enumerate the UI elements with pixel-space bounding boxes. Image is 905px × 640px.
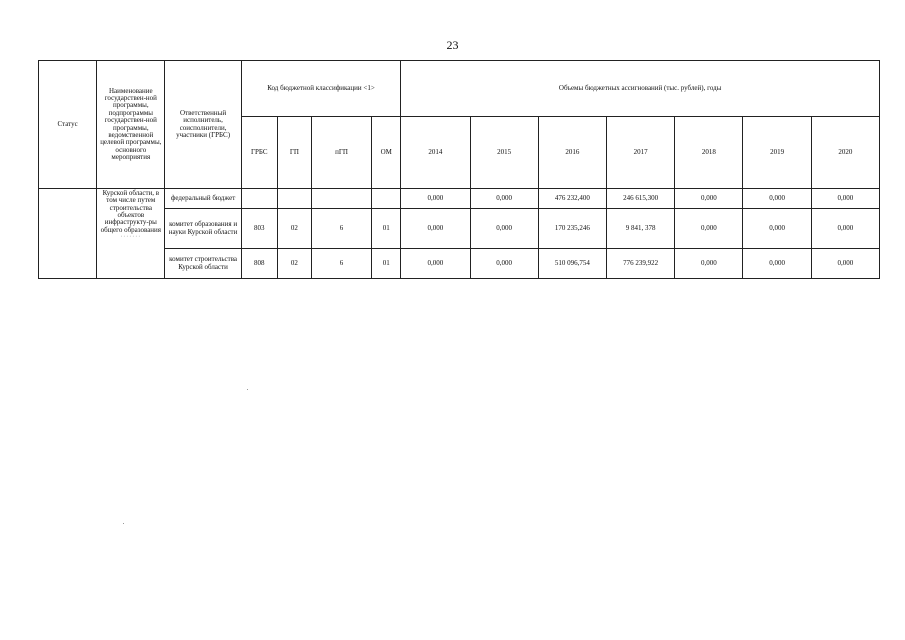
program-name-continuation — [97, 189, 165, 279]
value-2017: 9 841, 378 — [606, 209, 674, 249]
header-grbs: ГРБС — [241, 117, 277, 189]
header-year-2017: 2017 — [606, 117, 674, 189]
value-2019: 0,000 — [743, 189, 811, 209]
header-gp: ГП — [277, 117, 311, 189]
value-2017: 776 239,922 — [606, 249, 674, 279]
header-budget-code: Код бюджетной классификации <1> — [241, 61, 401, 117]
value-2019: 0,000 — [743, 249, 811, 279]
value-2018: 0,000 — [675, 209, 743, 249]
pgp-cell: 6 — [311, 249, 371, 279]
pgp-cell: 6 — [311, 209, 371, 249]
value-2019: 0,000 — [743, 209, 811, 249]
budget-table — [38, 60, 880, 279]
value-2014: 0,000 — [401, 189, 470, 209]
value-2018: 0,000 — [675, 189, 743, 209]
value-2016: 476 232,400 — [538, 189, 606, 209]
header-year-2018: 2018 — [675, 117, 743, 189]
om-cell: 01 — [372, 249, 401, 279]
header-responsible: Ответственный исполнитель, соисполнители, участники (ГРБС) — [165, 61, 241, 189]
program-name-text: Курской области, в том числе путем строительства объектов инфраструкту-ры общего образования — [100, 189, 162, 234]
header-om: ОМ — [372, 117, 401, 189]
value-2015: 0,000 — [470, 209, 538, 249]
header-year-2016: 2016 — [538, 117, 606, 189]
gp-cell — [277, 189, 311, 209]
header-status: Статус — [39, 61, 97, 189]
header-year-2020: 2020 — [811, 117, 879, 189]
table-row — [39, 209, 880, 249]
pgp-cell — [311, 189, 371, 209]
header-year-2019: 2019 — [743, 117, 811, 189]
scan-speck — [247, 389, 248, 390]
grbs-cell: 808 — [241, 249, 277, 279]
om-cell — [372, 189, 401, 209]
table-row — [39, 249, 880, 279]
value-2020: 0,000 — [811, 209, 879, 249]
header-year-2014: 2014 — [401, 117, 470, 189]
status-cell — [39, 189, 97, 279]
value-2016: 510 096,754 — [538, 249, 606, 279]
om-cell: 01 — [372, 209, 401, 249]
responsible-cell: федеральный бюджет — [165, 189, 241, 209]
scan-dots: ······· — [120, 234, 142, 241]
gp-cell: 02 — [277, 209, 311, 249]
value-2018: 0,000 — [675, 249, 743, 279]
value-2014: 0,000 — [401, 249, 470, 279]
value-2015: 0,000 — [470, 249, 538, 279]
scan-speck — [123, 523, 124, 524]
value-2017: 246 615,300 — [606, 189, 674, 209]
header-year-2015: 2015 — [470, 117, 538, 189]
header-volumes: Объемы бюджетных ассигнований (тыс. рублей), годы — [401, 61, 880, 117]
value-2015: 0,000 — [470, 189, 538, 209]
header-program-name: Наименование государствен-ной программы, подпрограммы государствен-ной программы, ведомственной целевой программы, основного мероприятия — [97, 61, 165, 189]
responsible-cell: комитет образования и науки Курской области — [165, 209, 241, 249]
table-row — [39, 189, 880, 209]
grbs-cell: 803 — [241, 209, 277, 249]
value-2020: 0,000 — [811, 249, 879, 279]
value-2020: 0,000 — [811, 189, 879, 209]
value-2014: 0,000 — [401, 209, 470, 249]
page-number: 23 — [446, 38, 459, 52]
responsible-cell: комитет строительства Курской области — [165, 249, 241, 279]
value-2016: 170 235,246 — [538, 209, 606, 249]
header-pgp: пГП — [311, 117, 371, 189]
header-row-top — [39, 61, 880, 117]
grbs-cell — [241, 189, 277, 209]
gp-cell: 02 — [277, 249, 311, 279]
